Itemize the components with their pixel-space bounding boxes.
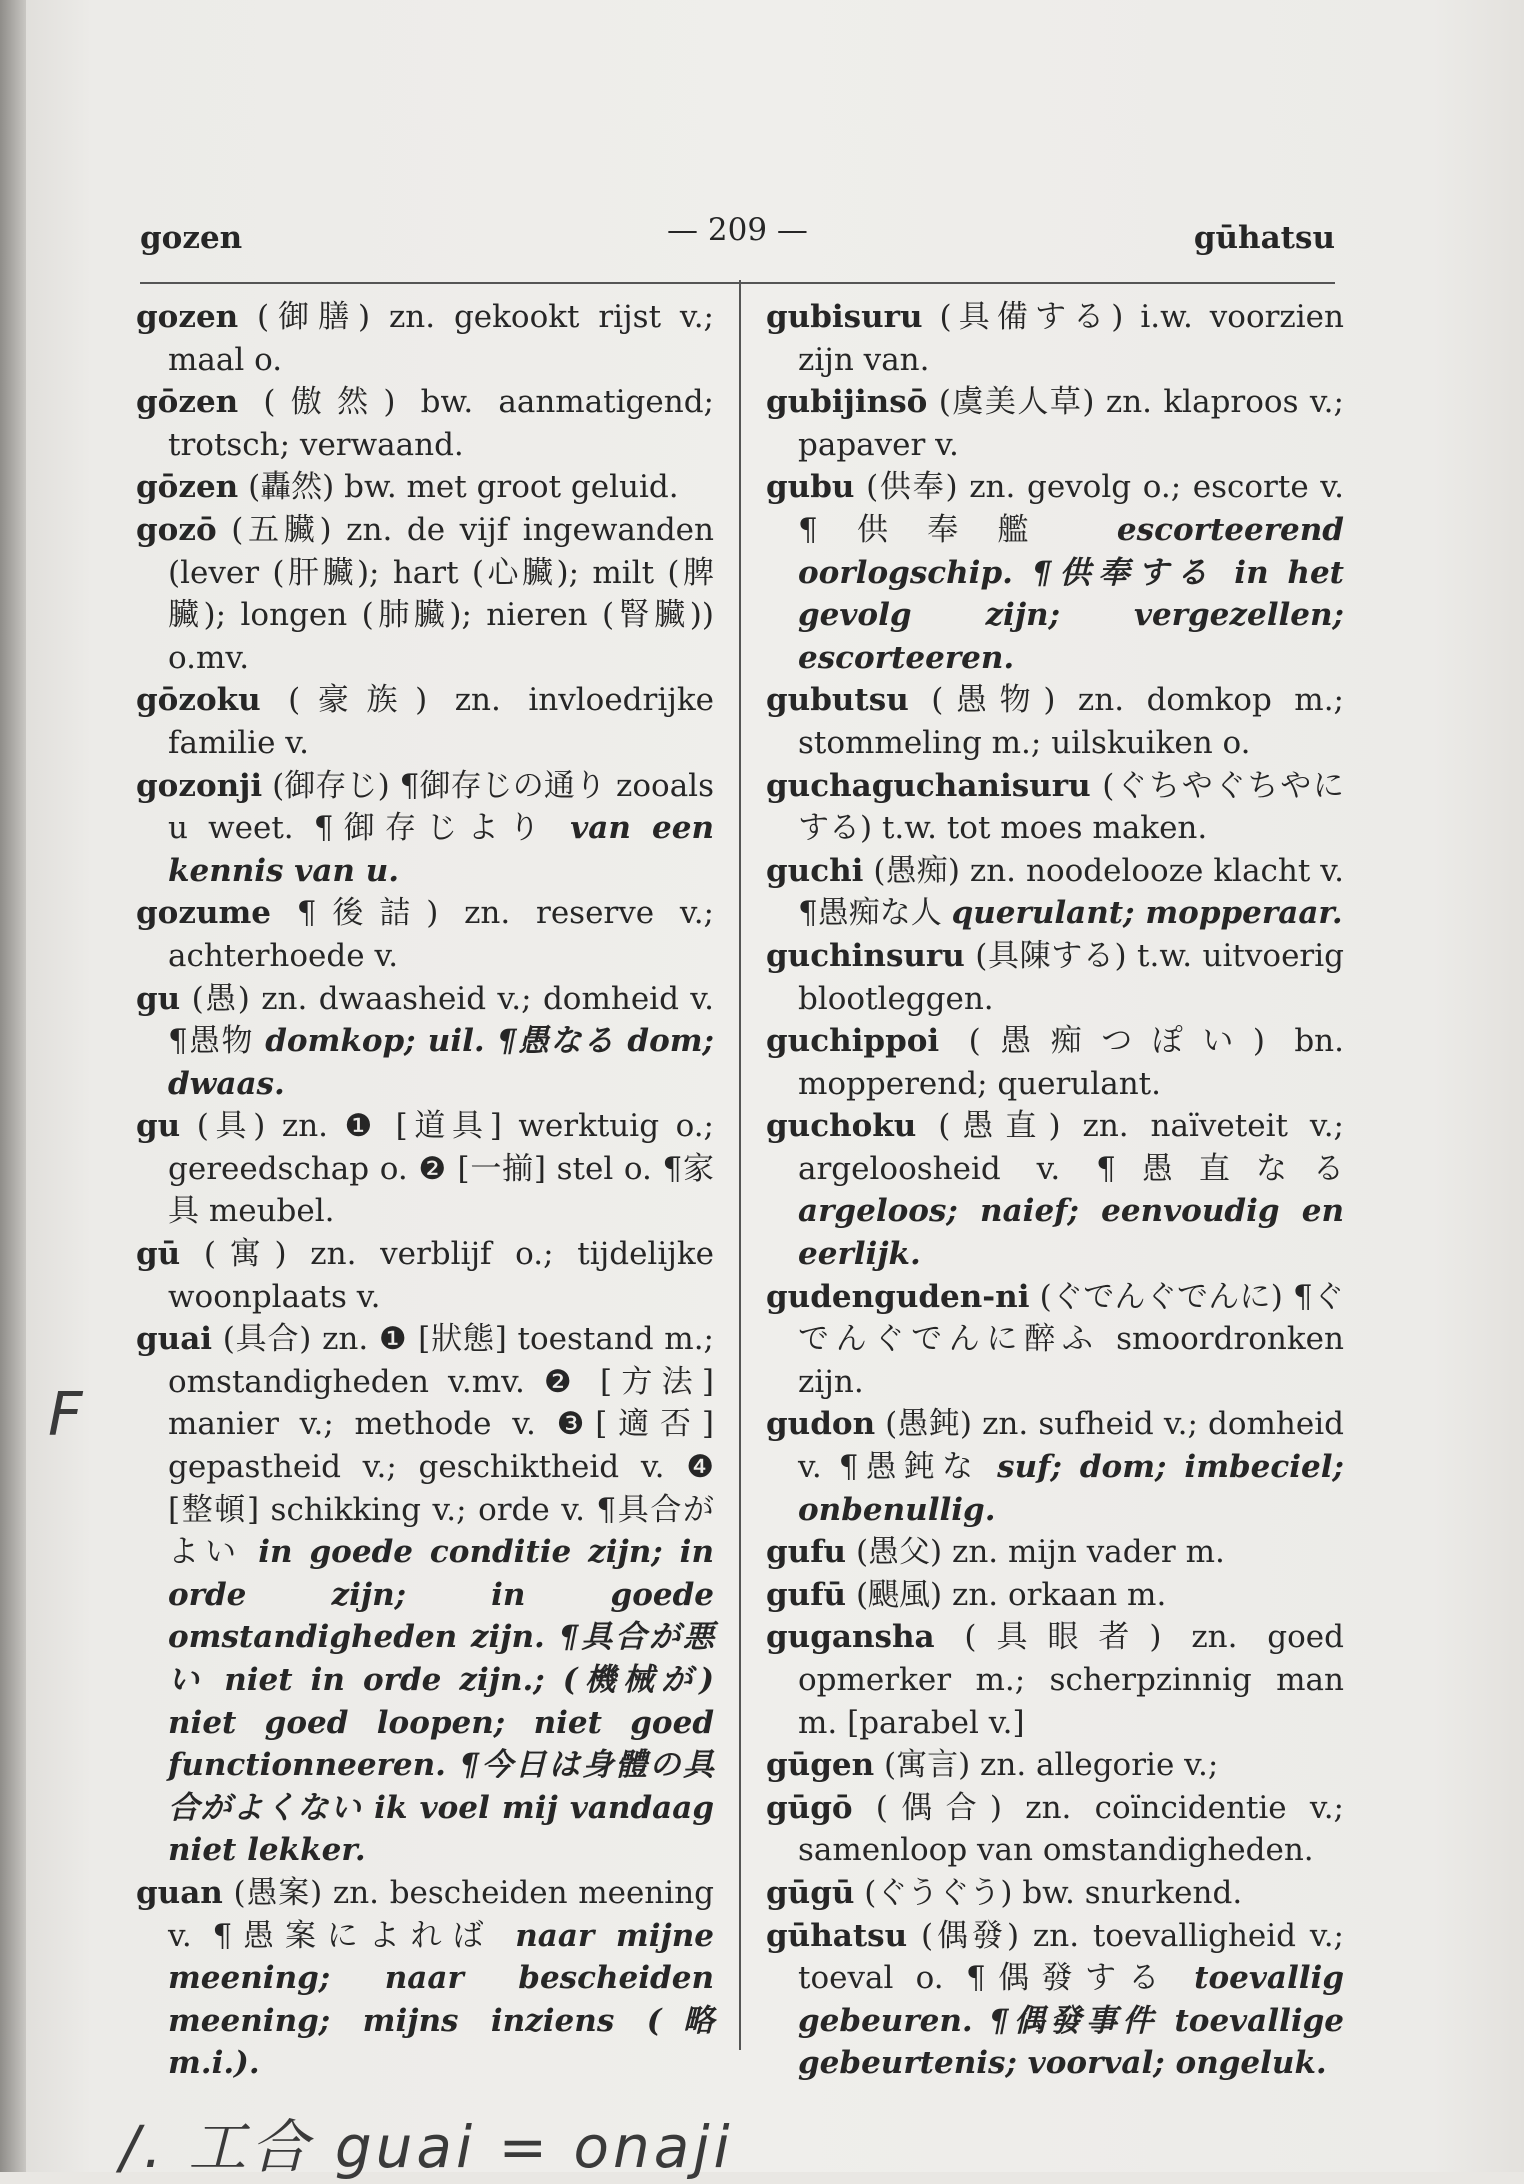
entry-definition: ¶後詰) zn. reserve v.; achterhoede v. bbox=[168, 895, 714, 974]
entry-definition: (颶風) zn. orkaan m. bbox=[846, 1576, 1167, 1613]
column-divider bbox=[739, 280, 741, 2050]
dictionary-entry bbox=[136, 892, 714, 977]
entry-headword: gudon bbox=[766, 1406, 876, 1443]
entry-definition: (ぐちやぐちやにする) t.w. tot moes maken. bbox=[798, 767, 1344, 847]
entry-definition: (ぐでんぐでんに) ¶ぐでんぐでんに醉ふ smoordronken zijn. bbox=[798, 1278, 1344, 1400]
entry-example: toevallig gebeuren. ¶偶發事件 toevallige gebeurtenis; voorval; ongeluk. bbox=[798, 1960, 1344, 2082]
entry-definition: (轟然) bw. met groot geluid. bbox=[238, 469, 679, 506]
entry-definition: (具合) zn. ❶ [狀態] toestand m.; omstandigheden v.mv. ❷ [方法] manier v.; methode v. ❸[適否] gepastheid v.; geschiktheid v. ❹ [整頓] schikking v.; orde v. ¶具合がよい bbox=[168, 1321, 714, 1571]
handwritten-margin-mark: F bbox=[48, 1380, 83, 1450]
entry-definition: (偶合) zn. coïncidentie v.; samenloop van omstandigheden. bbox=[798, 1789, 1344, 1869]
entry-headword: gūgen bbox=[766, 1747, 875, 1784]
entry-headword: gozonji bbox=[136, 767, 263, 804]
handwritten-bottom-note: /. 工合 guai = onaji bbox=[120, 2113, 734, 2181]
left-column bbox=[136, 296, 714, 2085]
dictionary-entry bbox=[766, 1574, 1344, 1617]
dictionary-entry bbox=[766, 381, 1344, 466]
dictionary-entry bbox=[766, 1020, 1344, 1105]
entry-example: suf; dom; imbeciel; onbenullig. bbox=[798, 1449, 1344, 1528]
entry-definition: (愚鈍) zn. sufheid v.; domheid v. ¶愚鈍な bbox=[798, 1406, 1344, 1486]
dictionary-entry bbox=[766, 935, 1344, 1020]
entry-headword: guai bbox=[136, 1321, 213, 1358]
entry-example: argeloos; naief; eenvoudig en eerlijk. bbox=[798, 1193, 1344, 1273]
entry-example: escorteerend oorlogschip. ¶供奉する in het gevolg zijn; vergezellen; escorteeren. bbox=[798, 511, 1344, 676]
dictionary-entry bbox=[766, 850, 1344, 935]
entry-headword: gozume bbox=[136, 895, 272, 932]
entry-headword: gufū bbox=[766, 1576, 847, 1613]
entry-headword: gūgō bbox=[766, 1789, 853, 1826]
entry-headword: gū bbox=[136, 1236, 181, 1273]
entry-definition: (具陳する) t.w. uitvoerig blootleggen. bbox=[798, 937, 1344, 1017]
entry-definition: (偶發) zn. toevalligheid v.; toeval o. ¶偶發する bbox=[798, 1917, 1344, 1997]
entry-definition: (供奉) zn. gevolg o.; escorte v. ¶供奉艦 bbox=[798, 469, 1344, 548]
entry-headword: guchaguchanisuru bbox=[766, 767, 1091, 804]
entry-headword: gubutsu bbox=[766, 682, 909, 719]
entry-definition: (具眼者) zn. goed opmerker m.; scherpzinnig man m. [parabel v.] bbox=[798, 1619, 1344, 1741]
dictionary-entry bbox=[136, 978, 714, 1106]
entry-headword: gufu bbox=[766, 1534, 847, 1571]
page-number: — 209 — bbox=[667, 212, 808, 248]
dictionary-entry bbox=[766, 1744, 1344, 1787]
entry-definition: (愚痴つぽい) bn. mopperend; querulant. bbox=[798, 1023, 1344, 1102]
entry-headword: guchi bbox=[766, 852, 864, 889]
dictionary-entry bbox=[766, 1616, 1344, 1744]
entry-headword: gōzen bbox=[136, 384, 239, 421]
dictionary-entry bbox=[136, 296, 714, 381]
dictionary-entry bbox=[136, 381, 714, 466]
dictionary-entry bbox=[766, 466, 1344, 679]
entry-definition: (ぐうぐう) bw. snurkend. bbox=[854, 1874, 1243, 1911]
entry-definition: (愚直) zn. naïveteit v.; argeloosheid v. ¶愚直なる bbox=[798, 1108, 1344, 1187]
dictionary-entry bbox=[766, 1531, 1344, 1574]
entry-example: in goede conditie zijn; in orde zijn; in goede omstandigheden zijn. ¶具合が悪い niet in orde zijn.; (機械が) niet goed loopen; niet goed functionneeren. ¶今日は身體の具合がよくない ik voel mij vandaag niet lekker. bbox=[168, 1534, 714, 1869]
entry-headword: gugansha bbox=[766, 1619, 935, 1656]
dictionary-entry bbox=[136, 1233, 714, 1318]
entry-headword: gūhatsu bbox=[766, 1917, 908, 1954]
entry-headword: gu bbox=[136, 1108, 181, 1145]
entry-definition: (愚物) zn. domkop m.; stommeling m.; uilskuiken o. bbox=[798, 682, 1344, 761]
page-header bbox=[140, 208, 1335, 264]
entry-definition: (寓言) zn. allegorie v.; bbox=[874, 1747, 1219, 1784]
entry-definition: (愚) zn. dwaasheid v.; domheid v. ¶愚物 bbox=[168, 980, 714, 1060]
entry-definition: (五臟) zn. de vijf ingewanden (lever (肝臟); hart (心臟); milt (脾臟); longen (肺臟); nieren (腎臟)) o.mv. bbox=[168, 511, 714, 676]
dictionary-entry bbox=[136, 509, 714, 679]
dictionary-entry bbox=[766, 1403, 1344, 1531]
entry-headword: guchoku bbox=[766, 1108, 917, 1145]
dictionary-entry bbox=[136, 765, 714, 893]
dictionary-entry bbox=[766, 679, 1344, 764]
entry-headword: gōzoku bbox=[136, 682, 261, 719]
entry-headword: gozen bbox=[136, 299, 239, 335]
entry-definition: (愚痴) zn. noodelooze klacht v. ¶愚痴な人 bbox=[798, 852, 1344, 932]
dictionary-entry bbox=[766, 1105, 1344, 1275]
entry-definition: (具) zn. ❶ [道具] werktuig o.; gereedschap o. ❷ [一揃] stel o. ¶家具 meubel. bbox=[168, 1108, 714, 1230]
entry-example: naar mijne meening; naar bescheiden meening; mijns inziens (略 m.i.). bbox=[168, 1917, 714, 2082]
entry-definition: (具備する) i.w. voorzien zijn van. bbox=[798, 299, 1344, 378]
dictionary-entry bbox=[136, 1872, 714, 2085]
entry-headword: guchinsuru bbox=[766, 937, 965, 974]
dictionary-entry bbox=[136, 679, 714, 764]
entry-definition: (愚案) zn. bescheiden meening v. ¶愚案によれば bbox=[168, 1874, 714, 1954]
entry-definition: (愚父) zn. mijn vader m. bbox=[846, 1534, 1225, 1571]
right-column bbox=[766, 296, 1344, 2085]
dictionary-entry bbox=[136, 466, 714, 509]
header-left-guideword: gozen bbox=[140, 220, 243, 256]
entry-headword: gudenguden-ni bbox=[766, 1278, 1030, 1315]
dictionary-entry bbox=[766, 1872, 1344, 1915]
entry-definition: (虞美人草) zn. klaproos v.; papaver v. bbox=[798, 384, 1344, 463]
entry-headword: gozō bbox=[136, 511, 217, 548]
dictionary-entry bbox=[766, 1787, 1344, 1872]
entry-definition: (豪族) zn. invloedrijke familie v. bbox=[168, 682, 714, 761]
header-right-guideword: gūhatsu bbox=[1193, 220, 1335, 256]
entry-example: querulant; mopperaar. bbox=[951, 895, 1343, 932]
dictionary-entry bbox=[766, 1915, 1344, 2085]
dictionary-entry bbox=[136, 1318, 714, 1872]
entry-headword: gōzen bbox=[136, 469, 239, 506]
entry-headword: guan bbox=[136, 1874, 223, 1911]
entry-definition: (御膳) zn. gekookt rijst v.; maal o. bbox=[168, 299, 714, 378]
entry-definition: (御存じ) ¶御存じの通り zooals u weet. ¶御存じより bbox=[168, 767, 714, 847]
dictionary-entry bbox=[766, 765, 1344, 850]
entry-headword: gubisuru bbox=[766, 299, 923, 335]
dictionary-entry bbox=[766, 296, 1344, 381]
dictionary-entry bbox=[136, 1105, 714, 1233]
entry-definition: (寓) zn. verblijf o.; tijdelijke woonplaats v. bbox=[168, 1236, 714, 1315]
dictionary-entry bbox=[766, 1276, 1344, 1404]
entry-example: domkop; uil. ¶愚なる dom; dwaas. bbox=[168, 1023, 715, 1102]
entry-headword: gūgū bbox=[766, 1874, 855, 1911]
entry-headword: gubijinsō bbox=[766, 384, 928, 421]
page-binding-edge bbox=[0, 0, 26, 2172]
entry-headword: gubu bbox=[766, 469, 855, 506]
header-rule bbox=[140, 282, 1335, 284]
entry-headword: guchippoi bbox=[766, 1023, 940, 1060]
entry-headword: gu bbox=[136, 980, 181, 1017]
entry-definition: (傲然) bw. aanmatigend; trotsch; verwaand. bbox=[168, 384, 714, 463]
entry-example: van een kennis van u. bbox=[168, 810, 714, 889]
